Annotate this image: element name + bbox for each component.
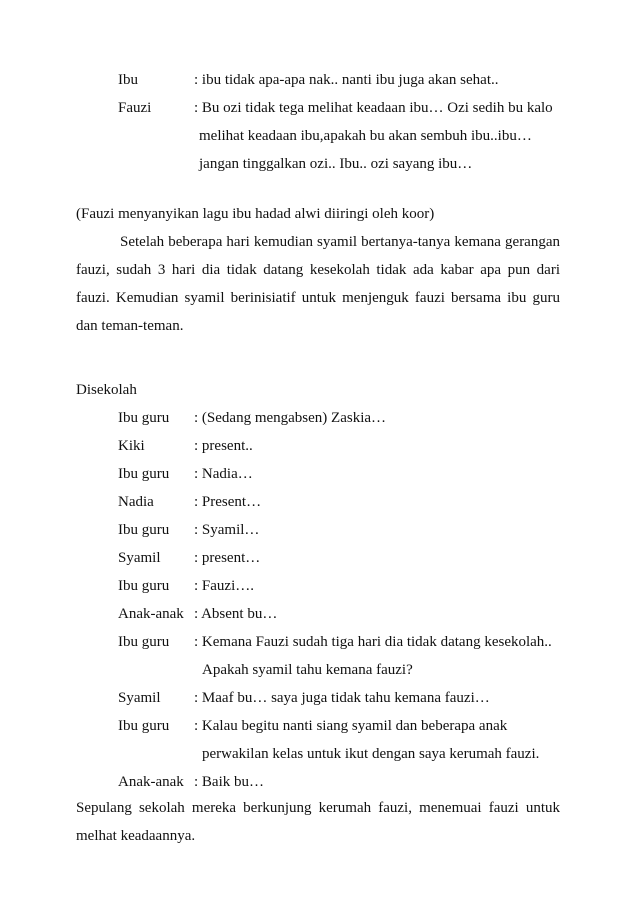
dialog-text: : Present…: [194, 494, 262, 510]
dialog-text: : (Sedang mengabsen) Zaskia…: [194, 410, 387, 426]
speaker-name: Ibu guru: [118, 634, 170, 650]
dialog-text: : Fauzi….: [194, 578, 254, 594]
dialog-text: : ibu tidak apa-apa nak.. nanti ibu juga akan sehat..: [194, 72, 499, 88]
speaker-name: Ibu guru: [118, 718, 170, 734]
dialog-text: : Kalau begitu nanti siang syamil dan beberapa anak: [194, 718, 508, 734]
dialog-text: : Nadia…: [194, 466, 253, 482]
dialog-line: [118, 606, 277, 623]
closing-paragraph: Sepulang sekolah mereka berkunjung kerumah fauzi, menemuai fauzi untuk melhat keadaannya.: [76, 800, 560, 844]
speaker-name: Kiki: [118, 438, 145, 454]
dialog-line: [118, 410, 386, 427]
dialog-line: [118, 494, 261, 511]
dialog-line: [118, 72, 498, 89]
speaker-name: Ibu guru: [118, 522, 170, 538]
dialog-text-continued: melihat keadaan ibu,apakah bu akan sembuh ibu..ibu…: [199, 128, 532, 144]
paragraph-text: Setelah beberapa hari kemudian syamil bertanya-tanya kemana gerangan fauzi, sudah 3 hari dia tidak datang kesekolah tidak ada kabar apa pun dari fauzi. Kemudian syamil berinisiatif untuk menjenguk fauzi bersama ibu guru dan teman-teman.: [76, 234, 560, 334]
dialog-line: [118, 718, 507, 735]
speaker-name: Syamil: [118, 550, 161, 566]
dialog-text: : Kemana Fauzi sudah tiga hari dia tidak datang kesekolah..: [194, 634, 552, 650]
dialog-line: [118, 100, 553, 117]
dialog-line: [118, 634, 552, 651]
dialog-text: : Baik bu…: [194, 774, 264, 790]
dialog-line: [118, 550, 260, 567]
speaker-name: Anak-anak: [118, 606, 184, 622]
dialog-text: : present…: [194, 550, 261, 566]
dialog-text: : Maaf bu… saya juga tidak tahu kemana fauzi…: [194, 690, 490, 706]
dialog-line: [118, 466, 253, 483]
speaker-name: Ibu: [118, 72, 138, 88]
dialog-line: [118, 690, 490, 707]
dialog-text: : Bu ozi tidak tega melihat keadaan ibu… Ozi sedih bu kalo: [194, 100, 553, 116]
dialog-text-continued: Apakah syamil tahu kemana fauzi?: [202, 662, 413, 678]
dialog-text-continued: jangan tinggalkan ozi.. Ibu.. ozi sayang ibu…: [199, 156, 473, 172]
speaker-name: Anak-anak: [118, 774, 184, 790]
speaker-name: Syamil: [118, 690, 161, 706]
dialog-line: [118, 438, 253, 455]
dialog-line: [118, 522, 259, 539]
dialog-text: : present..: [194, 438, 253, 454]
speaker-name: Ibu guru: [118, 410, 170, 426]
dialog-text: : Absent bu…: [194, 606, 278, 622]
speaker-name: Fauzi: [118, 100, 152, 116]
dialog-text: : Syamil…: [194, 522, 260, 538]
stage-direction: (Fauzi menyanyikan lagu ibu hadad alwi diiringi oleh koor): [76, 206, 435, 222]
dialog-text-continued: perwakilan kelas untuk ikut dengan saya kerumah fauzi.: [202, 746, 540, 762]
speaker-name: Ibu guru: [118, 466, 170, 482]
speaker-name: Ibu guru: [118, 578, 170, 594]
scene-heading: Disekolah: [76, 382, 137, 398]
dialog-line: [118, 774, 264, 791]
dialog-line: [118, 578, 254, 595]
speaker-name: Nadia: [118, 494, 154, 510]
narrative-paragraph: [76, 228, 560, 340]
